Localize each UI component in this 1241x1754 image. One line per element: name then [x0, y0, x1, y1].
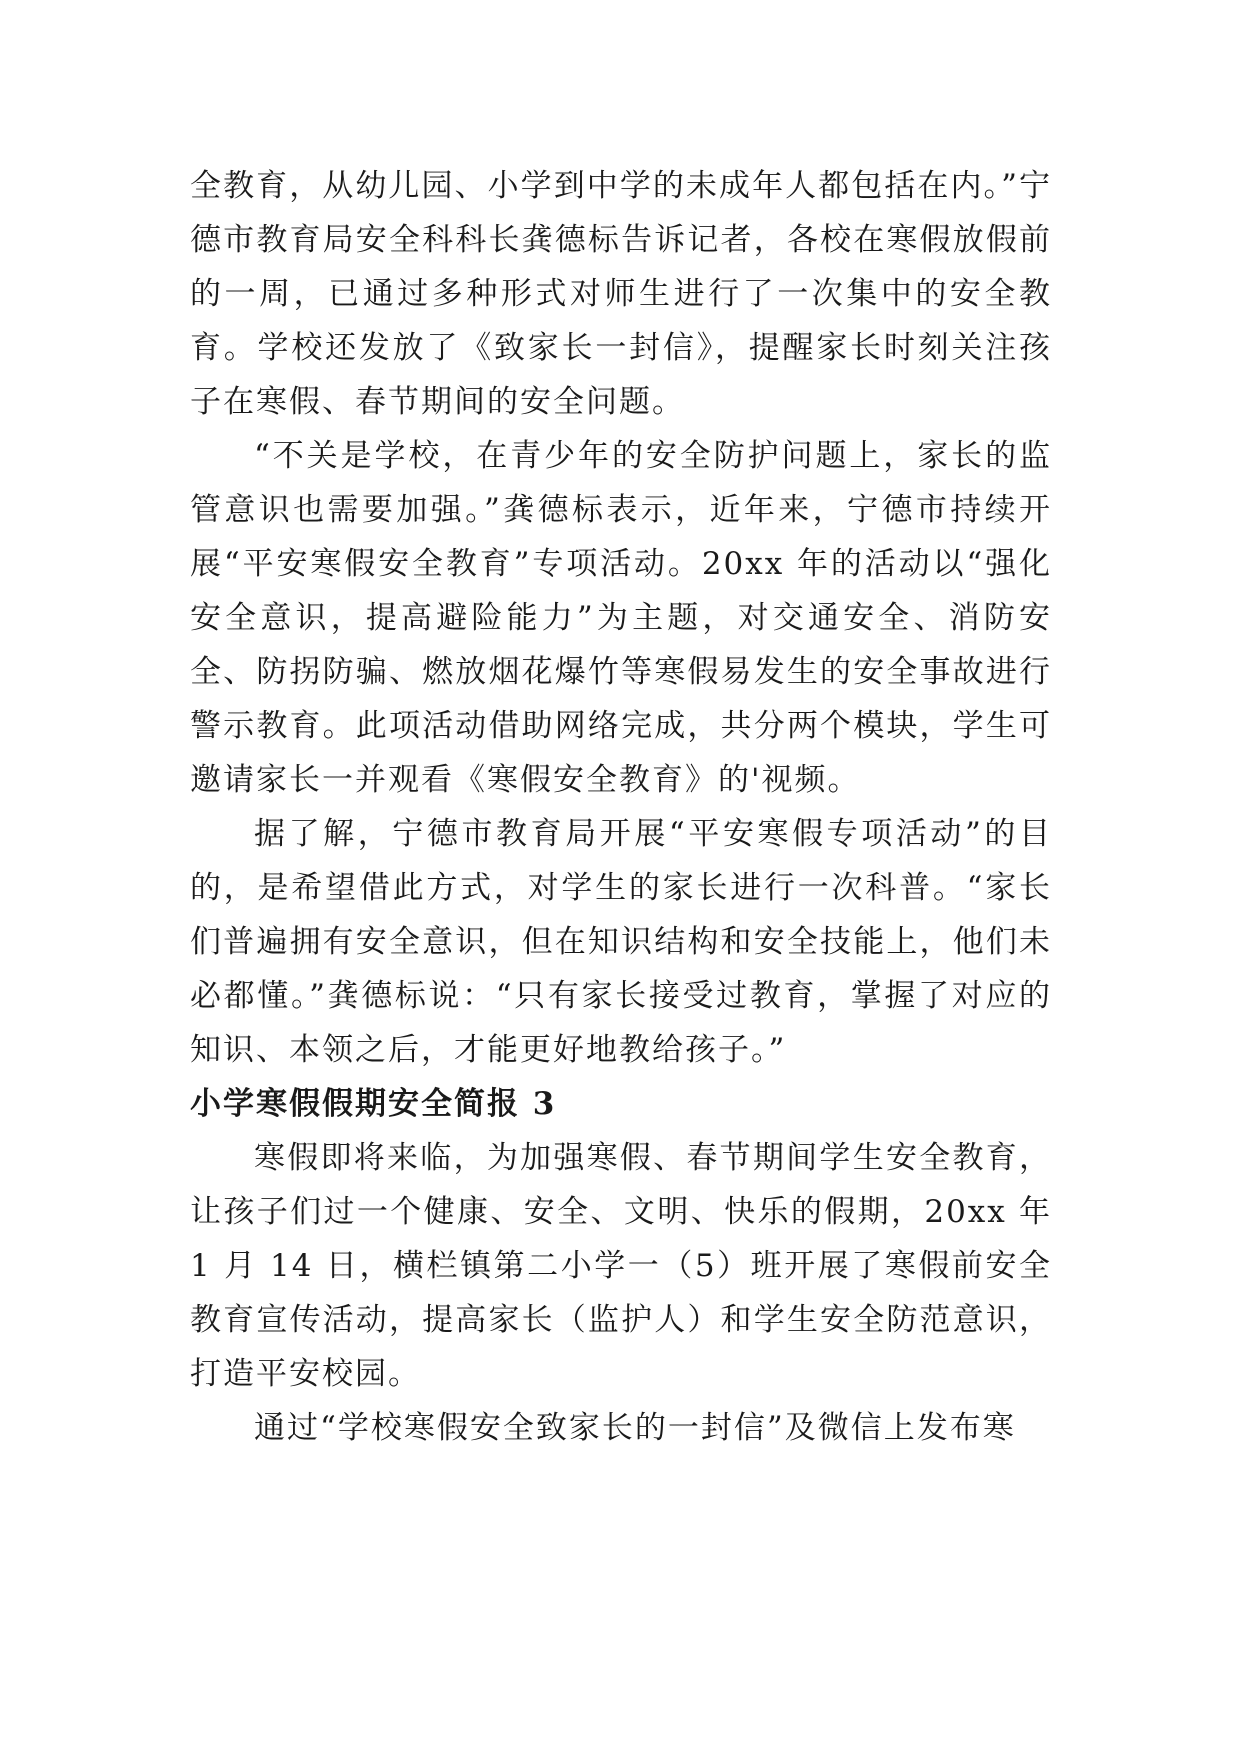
- paragraph-3: 据了解，宁德市教育局开展“平安寒假专项活动”的目的，是希望借此方式，对学生的家长进行一次科普。“家长们普遍拥有安全意识，但在知识结构和安全技能上，他们未必都懂。”龚德标说：“只有家长接受过教育，掌握了对应的知识、本领之后，才能更好地教给孩子。”: [190, 816, 1052, 1068]
- section-paragraph-1: 寒假即将来临，为加强寒假、春节期间学生安全教育，让孩子们过一个健康、安全、文明、快乐的假期，20xx 年 1 月 14 日，横栏镇第二小学一（5）班开展了寒假前安全教育宣传活动，提高家长（监护人）和学生安全防范意识，打造平安校园。: [190, 1140, 1052, 1392]
- section-paragraph-2: 通过“学校寒假安全致家长的一封信”及微信上发布寒: [254, 1410, 1016, 1446]
- document-body: [190, 159, 1052, 1455]
- paragraph-1: 全教育，从幼儿园、小学到中学的未成年人都包括在内。”宁德市教育局安全科科长龚德标告诉记者，各校在寒假放假前的一周，已通过多种形式对师生进行了一次集中的安全教育。学校还发放了《致家长一封信》，提醒家长时刻关注孩子在寒假、春节期间的安全问题。: [190, 168, 1052, 420]
- section-heading: 小学寒假假期安全简报 3: [190, 1086, 557, 1122]
- paragraph-2: “不关是学校，在青少年的安全防护问题上，家长的监管意识也需要加强。”龚德标表示，近年来，宁德市持续开展“平安寒假安全教育”专项活动。20xx 年的活动以“强化安全意识，提高避险能力”为主题，对交通安全、消防安全、防拐防骗、燃放烟花爆竹等寒假易发生的安全事故进行警示教育。此项活动借助网络完成，共分两个模块，学生可邀请家长一并观看《寒假安全教育》的'视频。: [190, 438, 1052, 798]
